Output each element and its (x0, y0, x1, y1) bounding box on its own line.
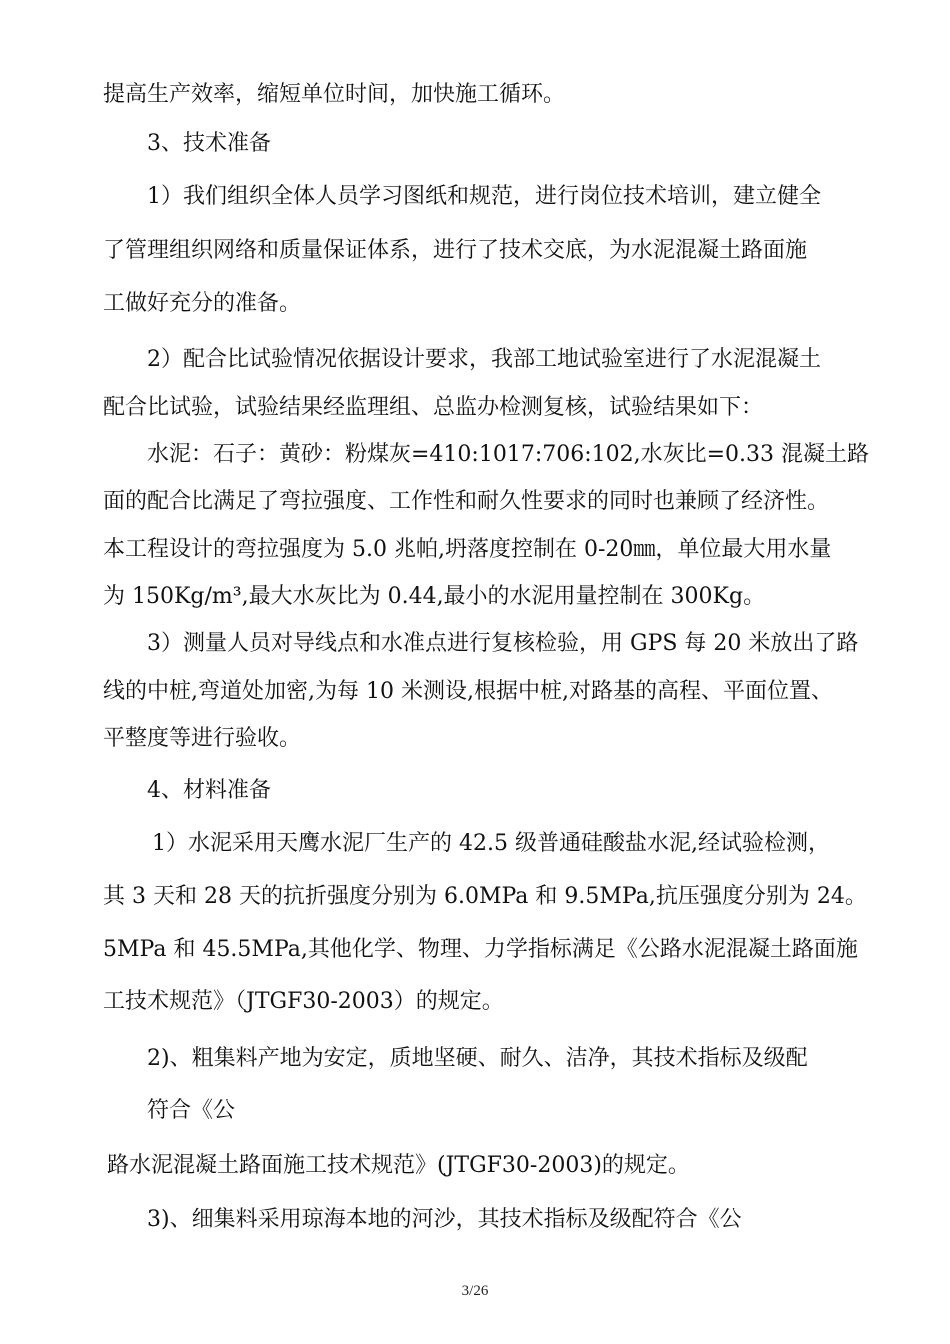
text-line: 路水泥混凝土路面施工技术规范》(JTGF30-2003)的规定。 (107, 1153, 690, 1178)
section-heading: 3、技术准备 (147, 131, 271, 156)
page-number: 3/26 (461, 1283, 489, 1299)
text-line: 配合比试验，试验结果经监理组、总监办检测复核，试验结果如下： (103, 395, 764, 420)
text-line: 2）配合比试验情况依据设计要求，我部工地试验室进行了水泥混凝土 (147, 347, 821, 372)
text-line: 工做好充分的准备。 (103, 291, 302, 316)
text-line: 线的中桩,弯道处加密,为每 10 米测设,根据中桩,对路基的高程、平面位置、 (103, 679, 833, 704)
text-line: 提高生产效率，缩短单位时间，加快施工循环。 (103, 82, 566, 107)
section-heading: 4、材料准备 (147, 778, 271, 803)
text-line: 1）我们组织全体人员学习图纸和规范，进行岗位技术培训，建立健全 (147, 184, 821, 209)
text-line: 符合《公 (147, 1098, 236, 1123)
text-line: 5MPa 和 45.5MPa,其他化学、物理、力学指标满足《公路水泥混凝土路面施 (103, 937, 858, 962)
text-line: 了管理组织网络和质量保证体系，进行了技术交底，为水泥混凝土路面施 (103, 238, 808, 263)
text-line: 3）测量人员对导线点和水准点进行复核检验，用 GPS 每 20 米放出了路 (147, 631, 859, 656)
text-line: 其 3 天和 28 天的抗折强度分别为 6.0MPa 和 9.5MPa,抗压强度分别为 24。 (103, 884, 867, 909)
text-line: 1）水泥采用天鹰水泥厂生产的 42.5 级普通硅酸盐水泥,经试验检测， (152, 831, 830, 856)
text-line: 本工程设计的弯拉强度为 5.0 兆帕,坍落度控制在 0-20㎜，单位最大用水量 (103, 537, 832, 562)
text-line: 为 150Kg/m³,最大水灰比为 0.44,最小的水泥用量控制在 300Kg。 (103, 584, 766, 609)
text-line: 工技术规范》（JTGF30-2003）的规定。 (103, 989, 504, 1014)
text-line: 3)、细集料采用琼海本地的河沙，其技术指标及级配符合《公 (147, 1207, 742, 1232)
text-line: 2)、粗集料产地为安定，质地坚硬、耐久、洁净，其技术指标及级配 (147, 1046, 808, 1071)
text-line: 水泥：石子：黄砂：粉煤灰=410:1017:706:102,水灰比=0.33 混凝土路 (147, 442, 870, 467)
text-line: 面的配合比满足了弯拉强度、工作性和耐久性要求的同时也兼顾了经济性。 (103, 489, 830, 514)
text-line: 平整度等进行验收。 (103, 726, 302, 751)
